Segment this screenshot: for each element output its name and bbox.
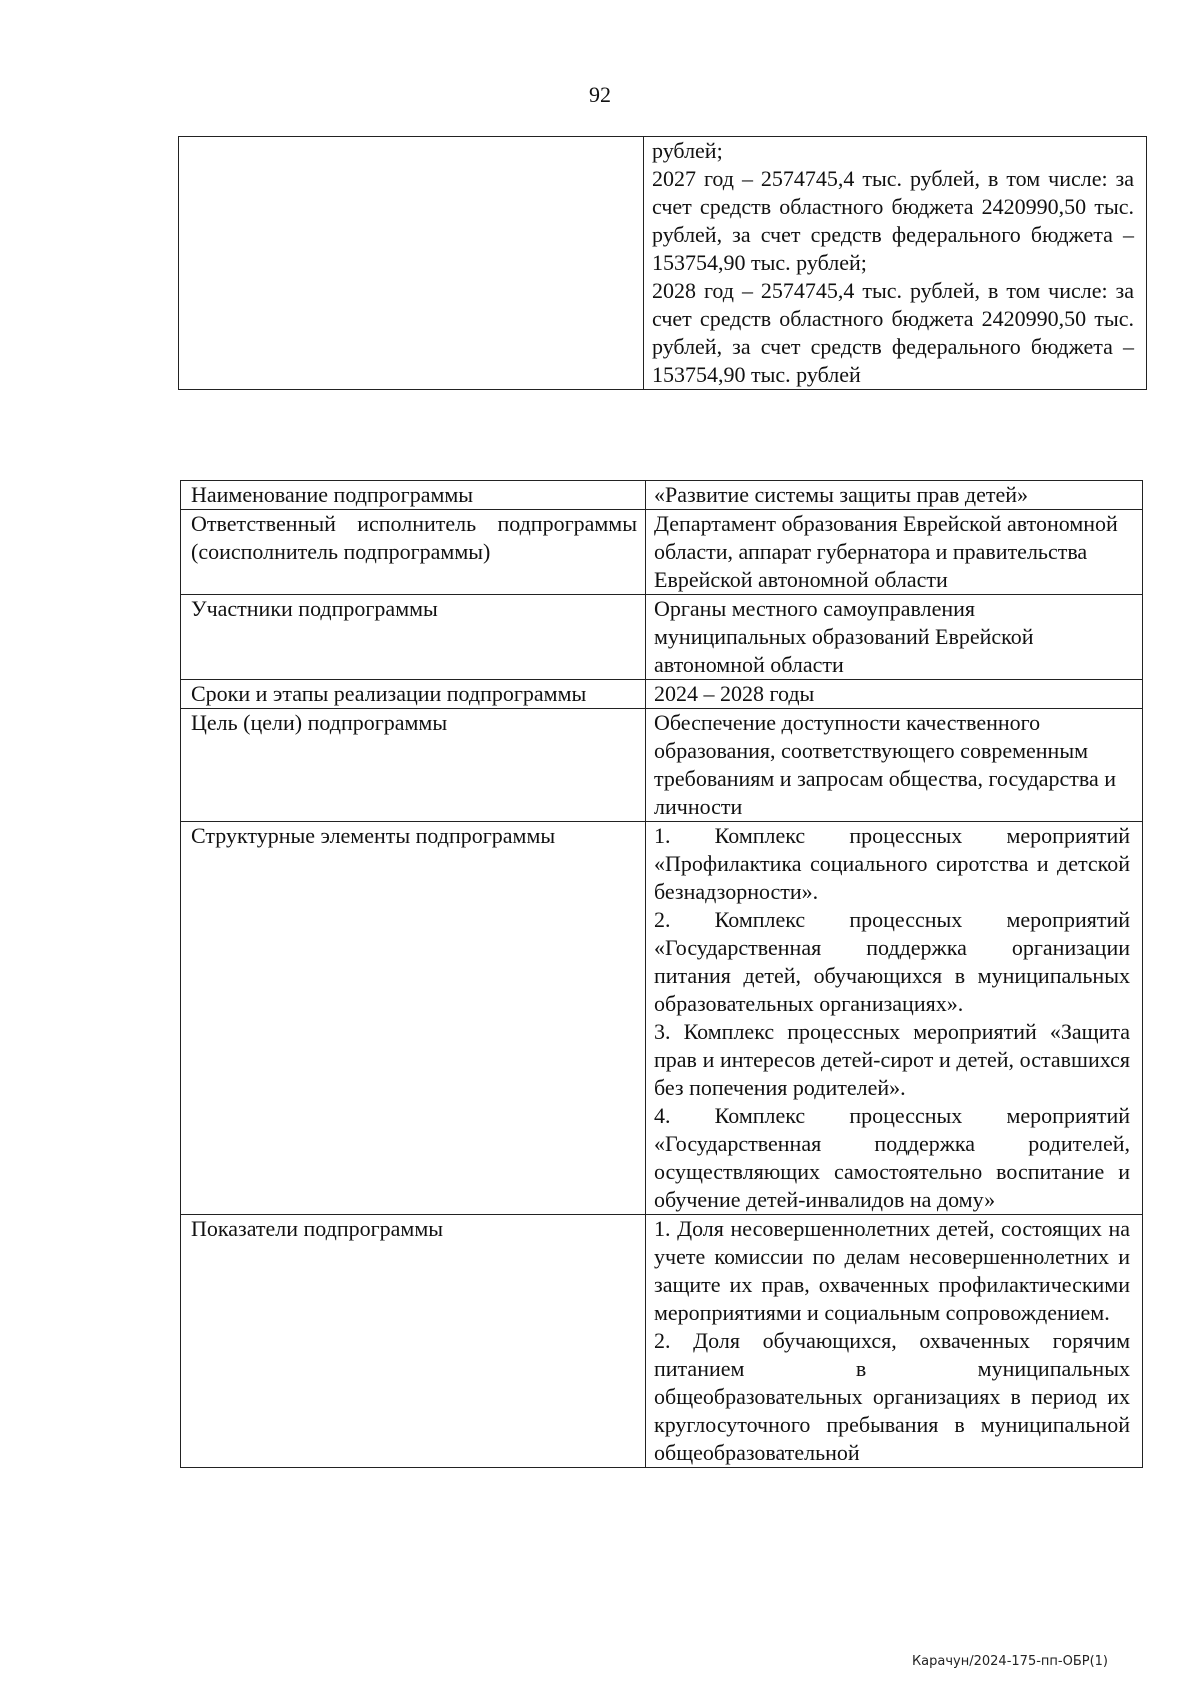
row-value: 2024 – 2028 годы: [646, 680, 1143, 709]
list-item: 4. Комплекс процессных мероприятий «Государственная поддержка родителей, осуществляющих самостоятельно воспитание и обучение детей-инвалидов на дому»: [654, 1103, 1130, 1212]
row-value: Обеспечение доступности качественного образования, соответствующего современным требованиям и запросам общества, государства и личности: [646, 709, 1143, 822]
row-label: Показатели подпрограммы: [181, 1215, 646, 1468]
structural-elements-list: [646, 822, 1143, 1215]
subprogram-passport-table: [180, 480, 1143, 1468]
row-value: Департамент образования Еврейской автономной области, аппарат губернатора и правительства Еврейской автономной области: [646, 510, 1143, 595]
list-item: 1. Комплекс процессных мероприятий «Профилактика социального сиротства и детской безнадзорности».: [654, 823, 1130, 904]
table-row: [181, 510, 1143, 595]
row-label: Ответственный исполнитель подпрограммы (соисполнитель подпрограммы): [181, 510, 646, 595]
row-label: Участники подпрограммы: [181, 595, 646, 680]
row-label: Цель (цели) подпрограммы: [181, 709, 646, 822]
funding-line-2028: 2028 год – 2574745,4 тыс. рублей, в том числе: за счет средств областного бюджета 2420990,50 тыс. рублей, за счет средств федерального бюджета – 153754,90 тыс. рублей: [652, 278, 1134, 387]
table-row: [181, 680, 1143, 709]
empty-label-cell: [179, 137, 644, 390]
row-value: «Развитие системы защиты прав детей»: [646, 481, 1143, 510]
funding-text-cell: [644, 137, 1147, 390]
list-item: 2. Доля обучающихся, охваченных горячим питанием в муниципальных общеобразовательных организациях в период их круглосуточного пребывания в муниципальной общеобразовательной: [654, 1328, 1130, 1465]
table-row: [181, 1215, 1143, 1468]
page-number: 92: [589, 82, 611, 107]
list-item: 1. Доля несовершеннолетних детей, состоящих на учете комиссии по делам несовершеннолетних и защите их прав, охваченных профилактическими мероприятиями и социальным сопровождением.: [654, 1216, 1130, 1325]
indicators-list: [646, 1215, 1143, 1468]
row-label: Сроки и этапы реализации подпрограммы: [181, 680, 646, 709]
document-code: Карачун/2024-175-пп-ОБР(1): [911, 1654, 1108, 1669]
row-label: Структурные элементы подпрограммы: [181, 822, 646, 1215]
list-item: 3. Комплекс процессных мероприятий «Защита прав и интересов детей-сирот и детей, оставшихся без попечения родителей».: [654, 1019, 1130, 1100]
funding-line: рублей;: [652, 138, 723, 163]
row-value: Органы местного самоуправления муниципальных образований Еврейской автономной области: [646, 595, 1143, 680]
table-row: [179, 137, 1147, 390]
table-row: [181, 709, 1143, 822]
row-label: Наименование подпрограммы: [181, 481, 646, 510]
funding-line-2027: 2027 год – 2574745,4 тыс. рублей, в том числе: за счет средств областного бюджета 2420990,50 тыс. рублей, за счет средств федерального бюджета – 153754,90 тыс. рублей;: [652, 166, 1134, 275]
table-row: [181, 481, 1143, 510]
funding-continuation-table: [178, 136, 1147, 390]
table-row: [181, 822, 1143, 1215]
list-item: 2. Комплекс процессных мероприятий «Государственная поддержка организации питания детей, обучающихся в муниципальных образовательных организациях».: [654, 907, 1130, 1016]
table-row: [181, 595, 1143, 680]
